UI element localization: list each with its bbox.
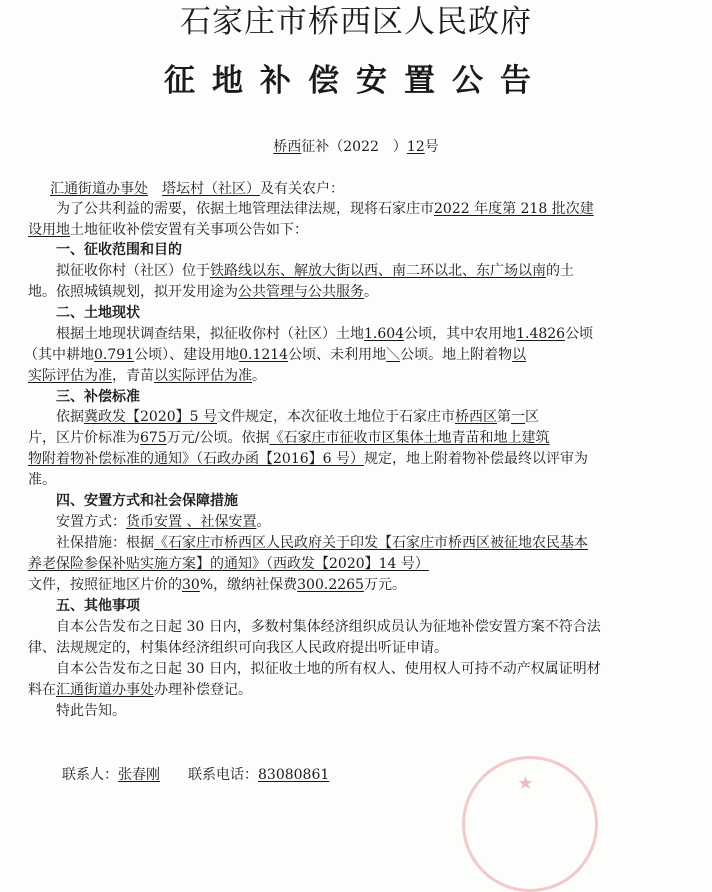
- official-seal-icon: ★: [462, 756, 598, 892]
- section-2-heading: 二、土地现状: [56, 305, 140, 321]
- intro-line-1: 为了公共利益的需要，依据土地管理法律法规，现将石家庄市2022 年度第 218 批次建: [56, 201, 594, 217]
- section-5-para-2-line-2: 料在汇通街道办事处办理补偿登记。: [28, 682, 252, 698]
- document-number: 桥西征补（2022 ）12号: [273, 139, 439, 155]
- section-2-line-3: 实际评估为准，青苗以实际评估为准。: [28, 368, 266, 384]
- section-1-heading: 一、征收范围和目的: [56, 242, 182, 258]
- contact-phone: 83080861: [258, 767, 330, 783]
- section-4-line-3: 养老保险参保补贴实施方案】的通知》（西政发【2020】14 号）: [28, 556, 429, 572]
- notice-title: 征地补偿安置公告: [164, 63, 548, 99]
- addressee-line: 汇通街道办事处 塔坛村（社区）及有关农户：: [50, 181, 344, 197]
- section-1-line-1: 拟征收你村（社区）位于铁路线以东、解放大街以西、南二环以北、东广场以南的土: [56, 263, 574, 279]
- section-3-line-4: 准。: [28, 472, 56, 488]
- section-3-line-3: 物附着物补偿标准的通知》（石政办函【2016】6 号）规定，地上附着物补偿最终以评审为: [28, 451, 588, 467]
- section-5-heading: 五、其他事项: [56, 598, 140, 614]
- contact-person: 张春刚: [118, 767, 160, 783]
- intro-line-2: 设用地土地征收补偿安置有关事项公告如下：: [28, 222, 308, 238]
- section-3-line-1: 依据冀政发【2020】5 号文件规定，本次征收土地位于石家庄市桥西区第一区: [56, 409, 539, 425]
- section-4-line-2: 社保措施：根据《石家庄市桥西区人民政府关于印发【石家庄市桥西区被征地农民基本: [56, 535, 588, 551]
- contact-line: 联系人：张春刚 联系电话：83080861: [62, 767, 330, 783]
- section-4-line-1: 安置方式：货币安置 、社保安置。: [56, 514, 271, 530]
- section-3-line-2: 片，区片价标准为675万元/公顷。依据《石家庄市征收市区集体土地青苗和地上建筑: [28, 430, 550, 446]
- closing-text: 特此告知。: [56, 703, 126, 719]
- section-5-para-2-line-1: 自本公告发布之日起 30 日内，拟征收土地的所有权人、使用权人可持不动产权属证明材: [56, 661, 601, 677]
- section-2-line-1: 根据土地现状调查结果，拟征收你村（社区）土地1.604公顷，其中农用地1.4826公顷: [56, 326, 594, 342]
- section-5-para-1-line-2: 律、法规规定的，村集体经济组织可向我区人民政府提出听证申请。: [28, 640, 448, 656]
- section-5-para-1-line-1: 自本公告发布之日起 30 日内，多数村集体经济组织成员认为征地补偿安置方案不符合法: [56, 619, 601, 635]
- section-1-line-2: 地。依照城镇规划，拟开发用途为公共管理与公共服务。: [28, 284, 378, 300]
- issuer-title: 石家庄市桥西区人民政府: [180, 4, 532, 40]
- section-4-line-4: 文件，按照征地区片价的30%，缴纳社保费300.2265万元。: [28, 577, 406, 593]
- section-3-heading: 三、补偿标准: [56, 389, 140, 405]
- section-2-line-2: （其中耕地0.791公顷）、建设用地0.1214公顷、未利用地＼公顷。地上附着物以: [24, 347, 527, 363]
- section-4-heading: 四、安置方式和社会保障措施: [56, 493, 238, 509]
